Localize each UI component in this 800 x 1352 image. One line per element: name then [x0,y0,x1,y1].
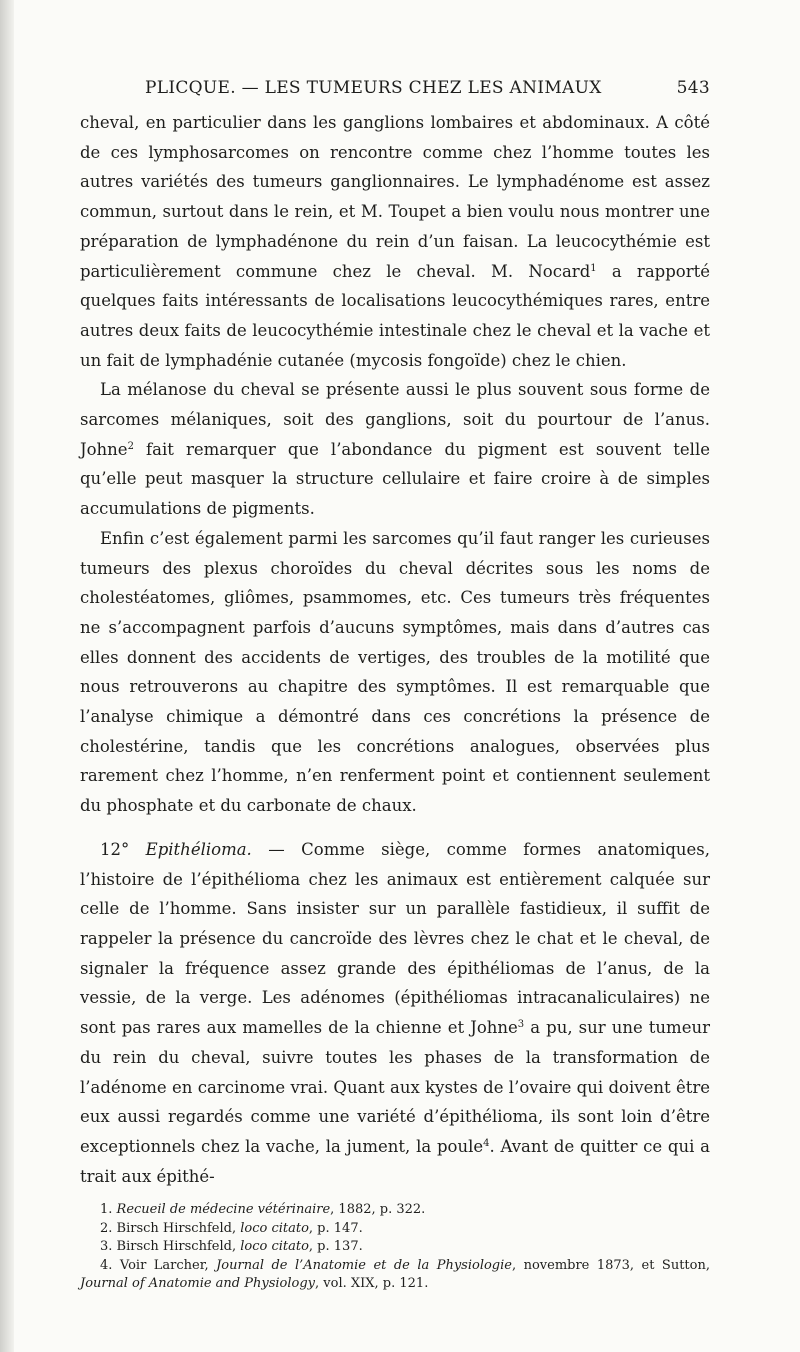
footnotes [80,1201,710,1294]
page-binding-edge [0,0,14,1352]
footnote [80,1257,710,1294]
footnote [80,1238,710,1257]
section-paragraph [80,835,710,1191]
page-number: 543 [676,78,710,98]
footnote-text: Birsch Hirschfeld, [116,1239,241,1255]
footnote-number: 2. [100,1220,113,1236]
footnote-number: 1. [100,1202,113,1218]
footnote [80,1201,710,1220]
footnote-ref: 1 [590,262,597,274]
section-heading: Epithélioma. [145,839,252,859]
footnote-text: Voir Larcher, [119,1257,217,1273]
paragraph-text: — Comme siège, comme formes anatomiques, l’histoire de l’épithélioma chez les animaux est entièrement calquée sur celle de l’homme. Sans insister sur un parallèle fastidieux, il suffit de rappeler la présence du cancroïde des lèvres chez le chat et le cheval, de signaler la fréquence assez grande des épithéliomas de l’anus, de la vessie, de la verge. Les adénomes (épithéliomas intracanaliculaires) ne sont pas rares aux mamelles de la chienne et Johne [80,839,710,1038]
footnote-source: Journal of Anatomie and Physiology [80,1276,316,1292]
paragraph-text: fait remarquer que l’abondance du pigment est souvent telle qu’elle peut masquer la structure cellulaire et faire croire à de simples accumulations de pigments. [80,439,710,519]
footnote-source: loco citato [240,1239,309,1255]
footnote-text: , vol. XIX, p. 121. [315,1276,429,1292]
body-text [80,108,710,1191]
footnote-ref: 3 [517,1019,525,1031]
paragraph [80,108,710,375]
section-number: 12° [100,839,130,859]
footnote-source: loco citato [240,1220,309,1236]
footnote-number: 4. [100,1257,113,1273]
footnote-text: , p. 137. [308,1239,363,1255]
footnote-source: Journal de l’Anatomie et de la Physiologie [216,1257,512,1273]
paragraph-text: . Avant de quitter ce qui a trait aux épithé- [80,1136,710,1186]
footnote-source: Recueil de médecine vétérinaire [116,1202,331,1218]
footnote-text: , p. 147. [308,1220,363,1236]
paragraph-text: cheval, en particulier dans les ganglions lombaires et abdominaux. A côté de ces lymphosarcomes on rencontre comme chez l’homme toutes les autres variétés des tumeurs ganglionnaires. Le lymphadénome est assez commun, surtout dans le rein, et M. Toupet a bien voulu nous montrer une préparation de lymphadénone du rein d’un faisan. La leucocythémie est particulièrement commune chez le cheval. M. Nocard [80,113,710,281]
footnote-ref: 2 [127,440,134,452]
footnote-text: Birsch Hirschfeld, [116,1220,241,1236]
running-title: PLICQUE. — LES TUMEURS CHEZ LES ANIMAUX [145,78,602,98]
running-header [80,68,710,108]
paragraph-text: a rapporté quelques faits intéressants de localisations leucocythémiques rares, entre autres deux faits de leucocythémie intestinale chez le cheval et la vache et un fait de lymphadénie cutanée (mycosis fongoïde) chez le chien. [80,261,710,370]
paragraph [80,375,710,524]
book-page [80,68,710,1294]
footnote-text: , novembre 1873, et Sutton, [511,1257,710,1273]
paragraph: Enfin c’est également parmi les sarcomes qu’il faut ranger les curieuses tumeurs des plexus choroïdes du cheval décrites sous les noms de cholestéatomes, gliômes, psammomes, etc. Ces tumeurs très fréquentes ne s’accompagnent parfois d’aucuns symptômes, mais dans d’autres cas elles donnent des accidents de vertiges, des troubles de la motilité que nous retrouverons au chapitre des symptômes. Il est remarquable que l’analyse chimique a démontré dans ces concrétions la présence de cholestérine, tandis que les concrétions analogues, observées plus rarement chez l’homme, n’en renferment point et contiennent seulement du phosphate et du carbonate de chaux. [80,528,710,816]
footnote [80,1220,710,1239]
footnote-number: 3. [100,1239,113,1255]
footnote-text: , 1882, p. 322. [330,1202,426,1218]
paragraph-text: a pu, sur une tumeur du rein du cheval, suivre toutes les phases de la transformation de l’adénome en carcinome vrai. Quant aux kystes de l’ovaire qui doivent être eux aussi regardés comme une variété d’épithélioma, ils sont loin d’être exceptionnels chez la vache, la jument, la poule [80,1018,710,1156]
footnote-ref: 4 [483,1137,490,1149]
paragraph-text: La mélanose du cheval se présente aussi le plus souvent sous forme de sarcomes mélaniques, soit des ganglions, soit du pourtour de l’anus. Johne [80,380,710,459]
